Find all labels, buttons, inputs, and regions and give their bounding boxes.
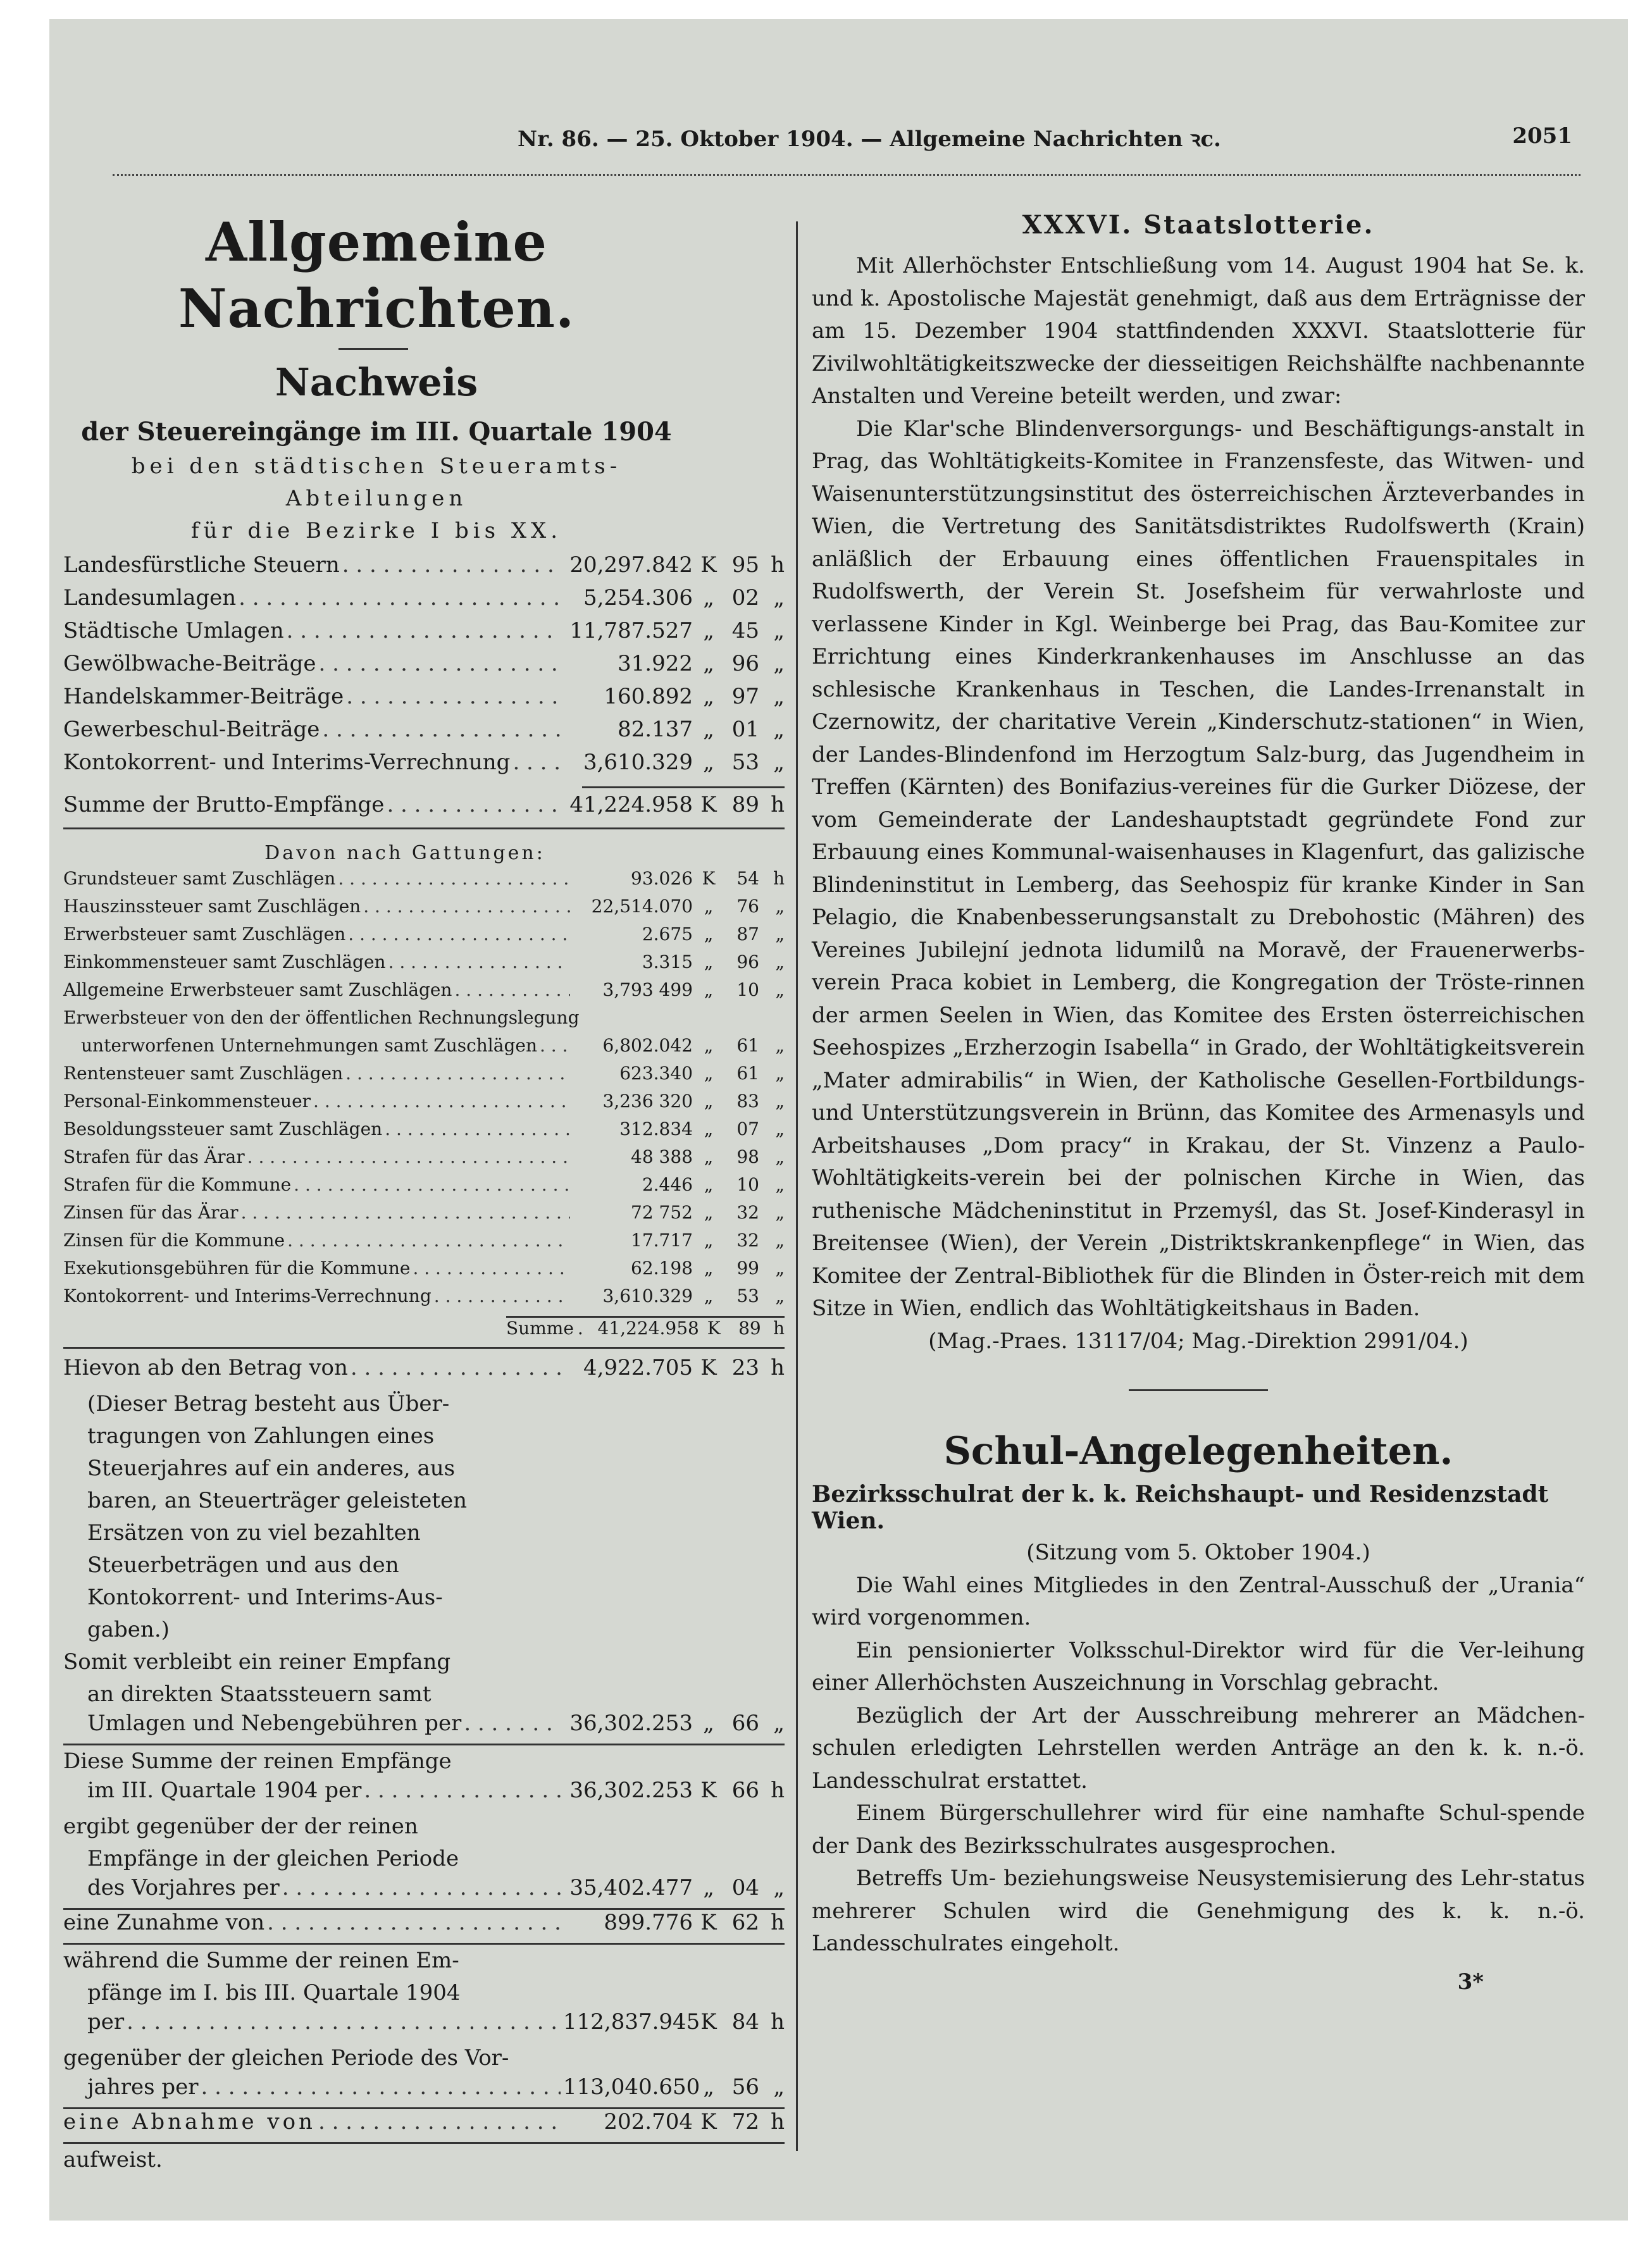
page bbox=[49, 19, 1628, 2221]
header-rule bbox=[113, 174, 1581, 176]
nachweis-subtitle-3: für die Bezirke I bis XX. bbox=[190, 518, 562, 543]
sum-row: Summe . 41,224.958 K 89 h bbox=[506, 1318, 785, 1339]
school-paragraph: Ein pensionierter Volksschul-Direktor wird für die Ver-leihung einer Allerhöchsten Auszeichnung in Vorschlag gebracht. bbox=[812, 1637, 1585, 1695]
waehrend-row: per . . . 112,837.945 K 84 h bbox=[63, 2009, 785, 2042]
lottery-reference: (Mag.-Praes. 13117/04; Mag.-Direktion 2991/04.) bbox=[928, 1328, 1469, 1354]
vorjahr-row-2: jahres per . . . 113,040.650 „ 56 „ bbox=[63, 2074, 785, 2109]
table-row: Besoldungssteuer samt Zuschlägen . . . 312.834 „ 07 „ bbox=[63, 1118, 785, 1146]
table-row: unterworfenen Unternehmungen samt Zuschlägen . . . 6,802.042 „ 61 „ bbox=[63, 1035, 785, 1063]
table-row: Strafen für die Kommune . . . 2.446 „ 10 „ bbox=[63, 1174, 785, 1202]
vorjahr-row: des Vorjahres per . . . 35,402.477 „ 04 „ bbox=[63, 1875, 785, 1910]
table-bottom-rule bbox=[63, 827, 785, 829]
column-divider bbox=[796, 221, 798, 2151]
page-number: 2051 bbox=[1512, 123, 1572, 149]
sum-rule bbox=[582, 786, 785, 788]
somit-row: Umlagen und Nebengebühren per . . . 36,302.253 „ 66 „ bbox=[63, 1711, 785, 1745]
zunahme-row: eine Zunahme von . . . 899.776 K 62 h bbox=[63, 1910, 785, 1945]
signature-mark: 3* bbox=[1457, 1969, 1484, 1995]
table-row: Landesumlagen . . . 5,254.306 „ 02 „ bbox=[63, 585, 785, 618]
breakdown-bottom-rule bbox=[63, 1347, 785, 1349]
table-row: Personal-Einkommensteuer . . . 3,236 320 „ 83 „ bbox=[63, 1091, 785, 1118]
lottery-recipients: Die Klar'sche Blindenversorgungs- und Beschäftigungs-anstalt in Prag, das Wohltätigkeits-Komitee in Franzensfeste, das Witwen- und Waisenunterstützungsinstitut des österreichischen Ärzteverbandes in Wien, die Vertretung des Sanitätsdistriktes Rudolfswerth (Krain) anläßlich der Erbauung eines öffentlichen Frauenspitales in Rudolfswerth, der Verein St. Josefsheim für verwahrloste und verlassene Kinder in Kgl. Weinberge bei Prag, das Bau-Komitee zur Errichtung eines Kinderkrankenhauses im Anschlusse an das schlesische Krankenhaus in Teschen, die Landes-Irrenanstalt in Czernowitz, der charitative Verein „Kinderschutz-stationen“ in Wien, der Landes-Blindenfond im Herzogtum Salz-burg, das Jugendheim in Treffen (Kärnten) des Bonifazius-vereines für die Gurker Diözese, der vom Gemeinderate der Landeshauptstadt gegründete Fond zur Erbauung eines Kommunal-waisenhauses in Klagenfurt, das galizische Blindeninstitut in Lemberg, das Seehospiz für kranke Kinder in San Pelagio, die Knabenbesserungsanstalt zu Drebohostic (Mähren) des Vereines Jubilejní jednota lidumilů na Moravě, der Frauenerwerbs-verein Praca kobiet in Lemberg, die Kongregation der Tröste-rinnen der armen Seelen in Wien, das Komitee des Ersten österreichischen Seehospizes „Erzherzogin Isabella“ in Grado, der Wohltätigkeitsverein „Mater admirabilis“ in Wien, der Katholische Gesellen-Fortbildungs- und Unterstützungsverein in Brünn, das Komitee des Armenasyls und Arbeitshauses „Dom pracy“ in Krakau, der St. Vinzenz a Paulo-Wohltätigkeits-verein bei der polnischen Kirche in Wien, das ruthenische Mädcheninstitut in Przemyśl, das St. Josef-Kinderasyl in Breitensee (Wien), der Verein „Distriktskrankenpflege“ in Wien, das Komitee der Zentral-Bibliothek für die Blinden in Öster-reich mit dem Sitze in Wien, endlich das Wohltätigkeitshaus in Baden. bbox=[812, 416, 1585, 1321]
table-row: Gewerbeschul-Beiträge . . . 82.137 „ 01 „ bbox=[63, 717, 785, 750]
school-paragraph: Die Wahl eines Mitgliedes in den Zentral-Ausschuß der „Urania“ wird vorgenommen. bbox=[812, 1572, 1585, 1630]
table-row: Hauszinssteuer samt Zuschlägen . . . 22,514.070 „ 76 „ bbox=[63, 896, 785, 924]
table-row: Einkommensteuer samt Zuschlägen . . . 3.315 „ 96 „ bbox=[63, 951, 785, 979]
table-row: Erwerbsteuer von den der öffentlichen Rechnungslegung bbox=[63, 1007, 580, 1028]
left-column bbox=[63, 209, 785, 2176]
section-title: Allgemeine Nachrichten. bbox=[178, 211, 575, 340]
table-row: Städtische Umlagen . . . 11,787.527 „ 45 „ bbox=[63, 618, 785, 651]
hievon-row: Hievon ab den Betrag von . . . 4,922.705 K 23 h bbox=[63, 1355, 785, 1388]
diese-row: im III. Quartale 1904 per . . . 36,302.253 K 66 h bbox=[63, 1778, 785, 1811]
school-paragraph: Bezüglich der Art der Ausschreibung mehrerer an Mädchen-schulen erledigten Lehrstellen werden Anträge an den k. k. n.-ö. Landesschulrat erstattet. bbox=[812, 1702, 1585, 1794]
school-subtitle: Bezirksschulrat der k. k. Reichshaupt- und Residenzstadt Wien. bbox=[812, 1481, 1549, 1534]
table-row: Landesfürstliche Steuern . . . 20,297.842 K 95 h bbox=[63, 552, 785, 585]
table-row: Strafen für das Ärar . . . 48 388 „ 98 „ bbox=[63, 1146, 785, 1174]
calculation-block bbox=[63, 1355, 785, 2176]
school-title: Schul-Angelegenheiten. bbox=[943, 1429, 1453, 1473]
table-row: Zinsen für das Ärar . . . 72 752 „ 32 „ bbox=[63, 1202, 785, 1230]
right-column bbox=[812, 209, 1585, 1995]
gegenueber-text: gegenüber der gleichen Periode des Vor- bbox=[63, 2045, 509, 2071]
table-row: Rentensteuer samt Zuschlägen . . . 623.340 „ 61 „ bbox=[63, 1063, 785, 1091]
breakdown-table bbox=[63, 868, 785, 1349]
davon-heading: Davon nach Gattungen: bbox=[264, 842, 545, 864]
diese-block: Diese Summe der reinen Empfänge bbox=[63, 1749, 452, 1774]
table-row: Zinsen für die Kommune . . . 17.717 „ 32 „ bbox=[63, 1230, 785, 1258]
header-title: Nr. 86. — 25. Oktober 1904. — Allgemeine Nachrichten ꝛc. bbox=[518, 127, 1221, 152]
table-row: Kontokorrent- und Interims-Verrechnung . . . 3,610.329 „ 53 „ bbox=[63, 1286, 785, 1313]
nachweis-subtitle-2: bei den städtischen Steueramts-Abteilungen bbox=[131, 454, 622, 511]
school-paragraph: Einem Bürgerschullehrer wird für eine namhafte Schul-spende der Dank des Bezirksschulrates ausgesprochen. bbox=[812, 1800, 1585, 1859]
nachweis-heading: Nachweis bbox=[275, 361, 478, 405]
breakdown-sum bbox=[506, 1316, 785, 1346]
table-row: Kontokorrent- und Interims-Verrechnung . . . 3,610.329 „ 53 „ bbox=[63, 750, 785, 783]
diese-text: ergibt gegenüber der der reinen Empfänge in der gleichen Periode bbox=[63, 1814, 459, 1871]
sum-row: Summe der Brutto-Empfänge . . . 41,224.958 K 89 h bbox=[63, 792, 785, 825]
page-header bbox=[49, 123, 1628, 161]
title-rule bbox=[338, 348, 408, 350]
main-table bbox=[63, 552, 785, 829]
table-row: Gewölbwache-Beiträge . . . 31.922 „ 96 „ bbox=[63, 651, 785, 684]
aufweist-text: aufweist. bbox=[63, 2147, 163, 2172]
table-row: Handelskammer-Beiträge . . . 160.892 „ 97 „ bbox=[63, 684, 785, 717]
table-row: Allgemeine Erwerbsteuer samt Zuschlägen . . . 3,793 499 „ 10 „ bbox=[63, 979, 785, 1007]
lottery-paragraph: Mit Allerhöchster Entschließung vom 14. August 1904 hat Se. k. und k. Apostolische Majestät genehmigt, daß aus dem Erträgnisse der am 15. Dezember 1904 stattfindenden XXXVI. Staatslotterie für Zivilwohltätigkeitszwecke der diesseitigen Reichshälfte nachbenannte Anstalten und Vereine beteilt werden, und zwar: bbox=[812, 253, 1585, 409]
abnahme-row: eine Abnahme von . . . 202.704 K 72 h bbox=[63, 2109, 785, 2144]
table-row: Erwerbsteuer samt Zuschlägen . . . 2.675 „ 87 „ bbox=[63, 924, 785, 951]
somit-block: Somit verbleibt ein reiner Empfang an direkten Staatssteuern samt bbox=[63, 1649, 451, 1707]
waehrend-block: während die Summe der reinen Em- pfänge im I. bis III. Quartale 1904 bbox=[63, 1948, 461, 2005]
nachweis-subtitle: der Steuereingänge im III. Quartale 1904 bbox=[81, 417, 672, 447]
hievon-explanation: (Dieser Betrag besteht aus Über- tragungen von Zahlungen eines Steuerjahres auf ein anderes, aus baren, an Steuerträger geleisteten Ersätzen von zu viel bezahlten Steuerbeträgen und aus den Kontokorrent- und Interims-Aus- gaben.) bbox=[87, 1391, 468, 1642]
lottery-title: XXXVI. Staatslotterie. bbox=[1022, 210, 1375, 240]
table-row: Grundsteuer samt Zuschlägen . . . 93.026 K 54 h bbox=[63, 868, 785, 896]
table-row: Exekutionsgebühren für die Kommune . . . 62.198 „ 99 „ bbox=[63, 1258, 785, 1286]
school-date: (Sitzung vom 5. Oktober 1904.) bbox=[1026, 1540, 1370, 1565]
section-rule bbox=[1129, 1389, 1268, 1391]
school-paragraph: Betreffs Um- beziehungsweise Neusystemisierung des Lehr-status mehrerer Schulen wird die Genehmigung des k. k. n.-ö. Landesschulrates eingeholt. bbox=[812, 1866, 1585, 1956]
